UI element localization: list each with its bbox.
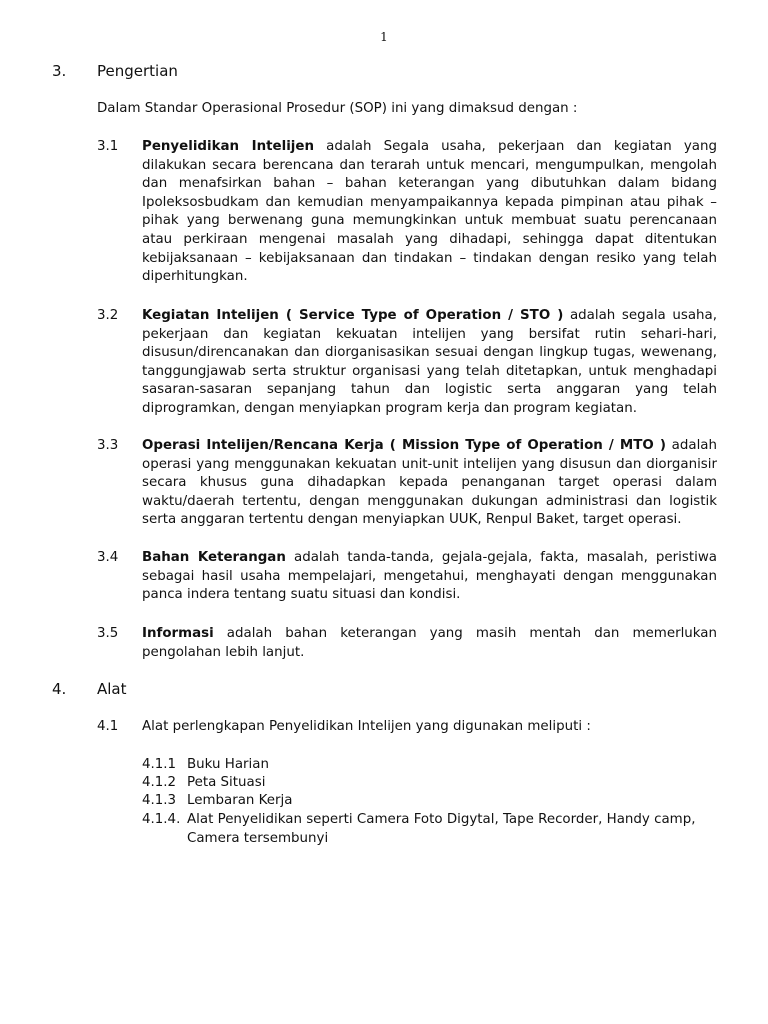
item-number: 3.5: [97, 626, 119, 641]
definition-item-3-3: [97, 437, 717, 530]
equipment-item-4-1: [97, 718, 717, 737]
item-number: 3.2: [97, 308, 119, 323]
definition-item-3-2: [97, 307, 717, 419]
item-number: 3.4: [97, 550, 119, 565]
item-text: adalah operasi yang menggunakan kekuatan unit-unit intelijen yang disusun dan diorganisir secara khusus guna dihadapkan kepada penanganan target operasi dalam waktu/daerah tertentu, dengan menggunakan dukungan administrasi dan logistik serta anggaran tertentu dengan menyiapkan UUK, Renpul Baket, target operasi.: [142, 438, 717, 528]
item-body: [142, 138, 717, 287]
item-number: 4.1: [97, 719, 119, 734]
item-text: adalah bahan keterangan yang masih mentah dan memerlukan pengolahan lebih lanjut.: [142, 626, 717, 660]
item-number: 3.1: [97, 139, 119, 154]
item-body: [142, 549, 717, 605]
subitem-4-1-2: [142, 774, 718, 793]
definition-item-3-5: [97, 625, 717, 662]
definition-item-3-4: [97, 549, 717, 605]
subitem-number: 4.1.2: [142, 775, 177, 790]
section-number: 3.: [52, 62, 67, 80]
item-number: 3.3: [97, 438, 119, 453]
section-title: Alat: [97, 680, 127, 698]
item-text: Alat perlengkapan Penyelidikan Intelijen yang digunakan meliputi :: [142, 719, 591, 734]
subitem-number: 4.1.4.: [142, 812, 181, 827]
item-term: Operasi Intelijen/Rencana Kerja ( Mission Type of Operation / MTO ): [142, 438, 666, 453]
item-term: Informasi: [142, 626, 214, 641]
item-term: Penyelidikan Intelijen: [142, 139, 315, 154]
subitem-4-1-1: [142, 756, 718, 775]
item-text: adalah Segala usaha, pekerjaan dan kegiatan yang dilakukan secara berencana dan terarah untuk mencari, mengumpulkan, mengolah dan menafsirkan bahan – bahan keterangan yang dibutuhkan dalam bidang Ipoleksosbudkam dan kemudian menyampaikannya kepada pimpinan atau pihak – pihak yang berwenang guna memungkinkan untuk membuat suatu perencanaan atau perkiraan mengenai masalah yang dihadapi, sehingga dapat ditentukan kebijaksanaan – kebijaksanaan dan tindakan – tindakan dengan resiko yang telah diperhitungkan.: [142, 139, 717, 285]
item-text: adalah segala usaha, pekerjaan dan kegiatan kekuatan intelijen yang bersifat rutin sehari-hari, disusun/direncanakan dan diorganisasikan sesuai dengan lingkup tugas, wewenang, tanggungjawab serta struktur organisasi yang telah ditetapkan, untuk menghadapi sasaran-sasaran sepanjang tahun dan logistic serta anggaran yang telah diprogramkan, dengan menyiapkan program kerja dan program kegiatan.: [142, 308, 717, 416]
subitem-4-1-4: [142, 811, 718, 848]
subitem-text: Alat Penyelidikan seperti Camera Foto Digytal, Tape Recorder, Handy camp, Camera tersembunyi: [187, 812, 696, 846]
item-text: adalah tanda-tanda, gejala-gejala, fakta, masalah, peristiwa sebagai hasil usaha mempelajari, mengetahui, menghayati dengan menggunakan panca indera tentang suatu situasi dan kondisi.: [142, 550, 718, 603]
item-body: [142, 437, 717, 530]
section-heading-pengertian: [52, 62, 178, 81]
subitem-text: Buku Harian: [187, 757, 269, 772]
item-body: [142, 625, 717, 662]
item-body: [142, 307, 717, 419]
section-title: Pengertian: [97, 62, 178, 80]
section-number: 4.: [52, 680, 67, 698]
page-number: 1: [380, 30, 388, 44]
subitem-text: Lembaran Kerja: [187, 793, 293, 808]
section-heading-alat: [52, 680, 127, 699]
subitem-number: 4.1.3: [142, 793, 177, 808]
subitem-text: Peta Situasi: [187, 775, 266, 790]
definition-item-3-1: [97, 138, 717, 287]
subitem-number: 4.1.1: [142, 757, 177, 772]
section-intro: Dalam Standar Operasional Prosedur (SOP) ini yang dimaksud dengan :: [97, 101, 578, 116]
subitem-4-1-3: [142, 792, 718, 811]
item-term: Bahan Keterangan: [142, 550, 286, 565]
item-term: Kegiatan Intelijen ( Service Type of Operation / STO ): [142, 308, 564, 323]
